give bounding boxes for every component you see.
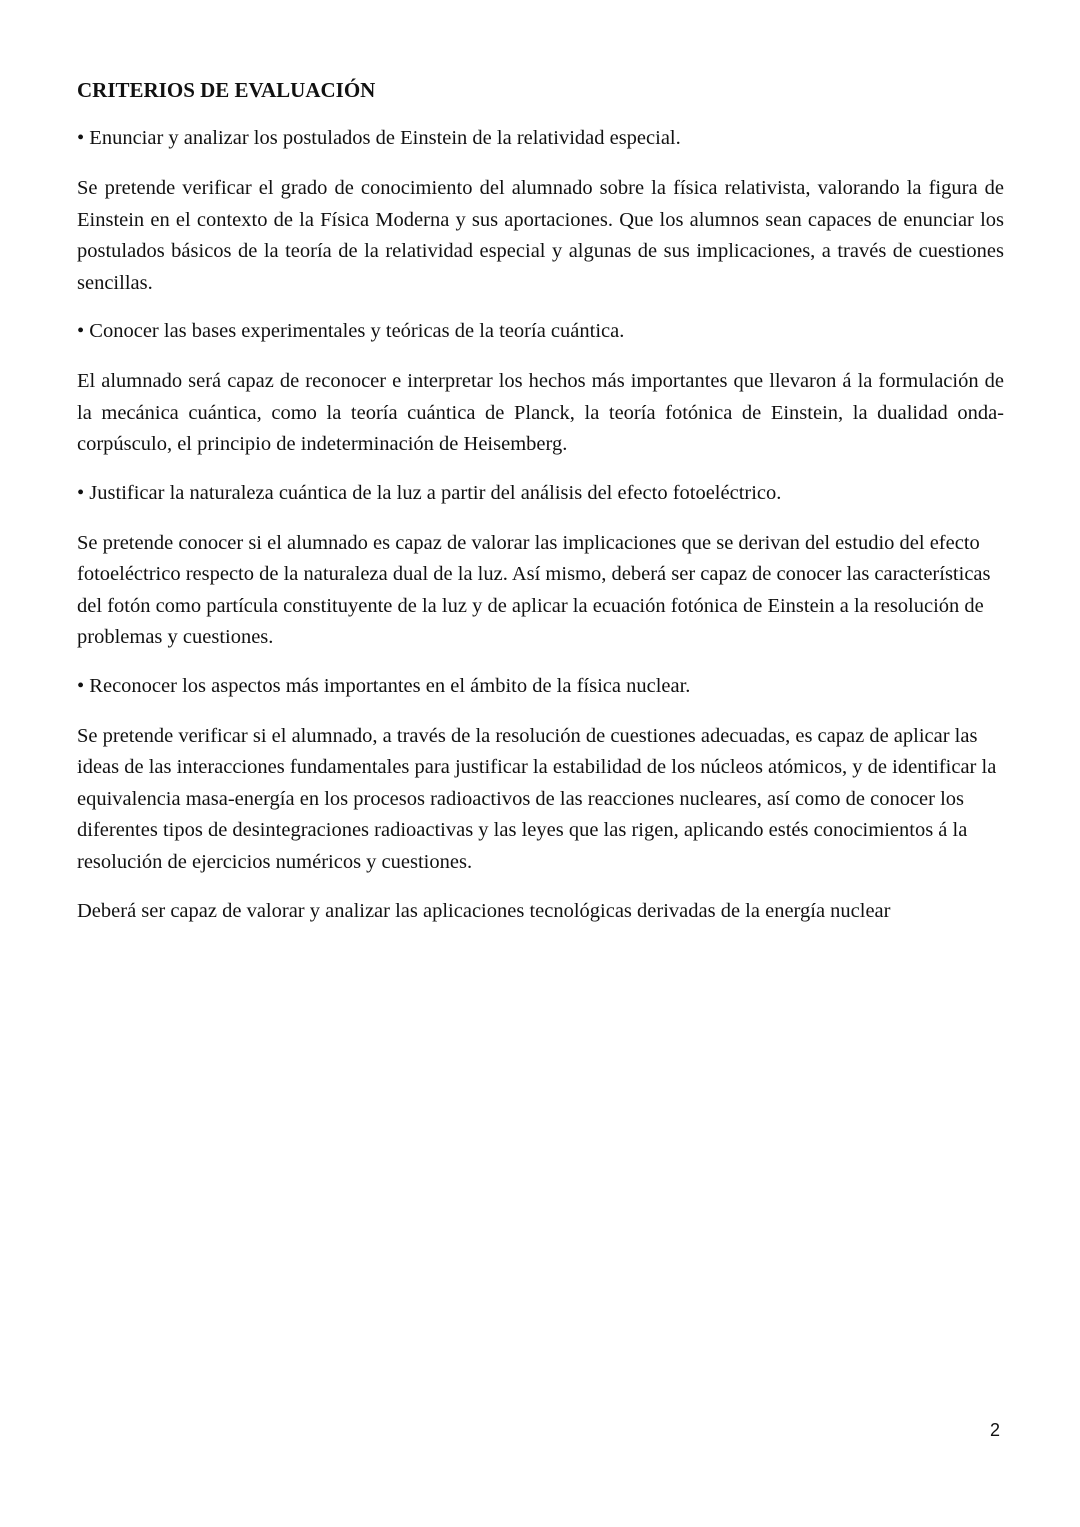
criterion-paragraph: Se pretende verificar si el alumnado, a través de la resolución de cuestiones adecuadas, es capaz de aplicar las ideas de las interacciones fundamentales para justificar la estabilidad de los núcleos atómicos, y de identificar la equivalencia masa-energía en los procesos radioactivos de las reacciones nucleares, así como de conocer los diferentes tipos de desintegraciones radioactivas y las leyes que las rigen, aplicando estés conocimientos á la resolución de ejercicios numéricos y cuestiones.: [77, 724, 997, 873]
criterion-item: • Justificar la naturaleza cuántica de la luz a partir del análisis del efecto fotoeléctrico.: [77, 481, 782, 504]
criterion-block-relativity: [77, 124, 1004, 299]
criterion-item: • Enunciar y analizar los postulados de Einstein de la relatividad especial.: [77, 127, 681, 149]
criterion-paragraph: Se pretende conocer si el alumnado es capaz de valorar las implicaciones que se derivan del estudio del efecto fotoeléctrico respecto de la naturaleza dual de la luz. Así mismo, deberá ser capaz de conocer las características del fotón como partícula constituyente de la luz y de aplicar la ecuación fotónica de Einstein a la resolución de problemas y cuestiones.: [77, 531, 991, 648]
criterion-paragraph: Se pretende verificar el grado de conocimiento del alumnado sobre la física relativista, valorando la figura de Einstein en el contexto de la Física Moderna y sus aportaciones. Que los alumnos sean capaces de enunciar los postulados básicos de la teoría de la relatividad especial y algunas de sus implicaciones, a través de cuestiones sencillas.: [77, 177, 1004, 294]
closing-paragraph: Deberá ser capaz de valorar y analizar las aplicaciones tecnológicas derivadas de la energía nuclear: [77, 900, 891, 922]
criterion-block-photoelectric: [77, 479, 1004, 654]
section-heading: CRITERIOS DE EVALUACIÓN: [77, 78, 376, 102]
document-body: [77, 76, 1004, 946]
criterion-paragraph: El alumnado será capaz de reconocer e interpretar los hechos más importantes que llevaron á la formulación de la mecánica cuántica, como la teoría cuántica de Planck, la teoría fotónica de Einstein, la dualidad onda-corpúsculo, el principio de indeterminación de Heisemberg.: [77, 370, 1004, 455]
criterion-item: • Reconocer los aspectos más importantes en el ámbito de la física nuclear.: [77, 674, 691, 697]
page-number: 2: [990, 1420, 1001, 1440]
criterion-block-quantum: [77, 317, 1004, 461]
criterion-block-nuclear: [77, 672, 1004, 879]
criterion-item: • Conocer las bases experimentales y teóricas de la teoría cuántica.: [77, 320, 625, 342]
